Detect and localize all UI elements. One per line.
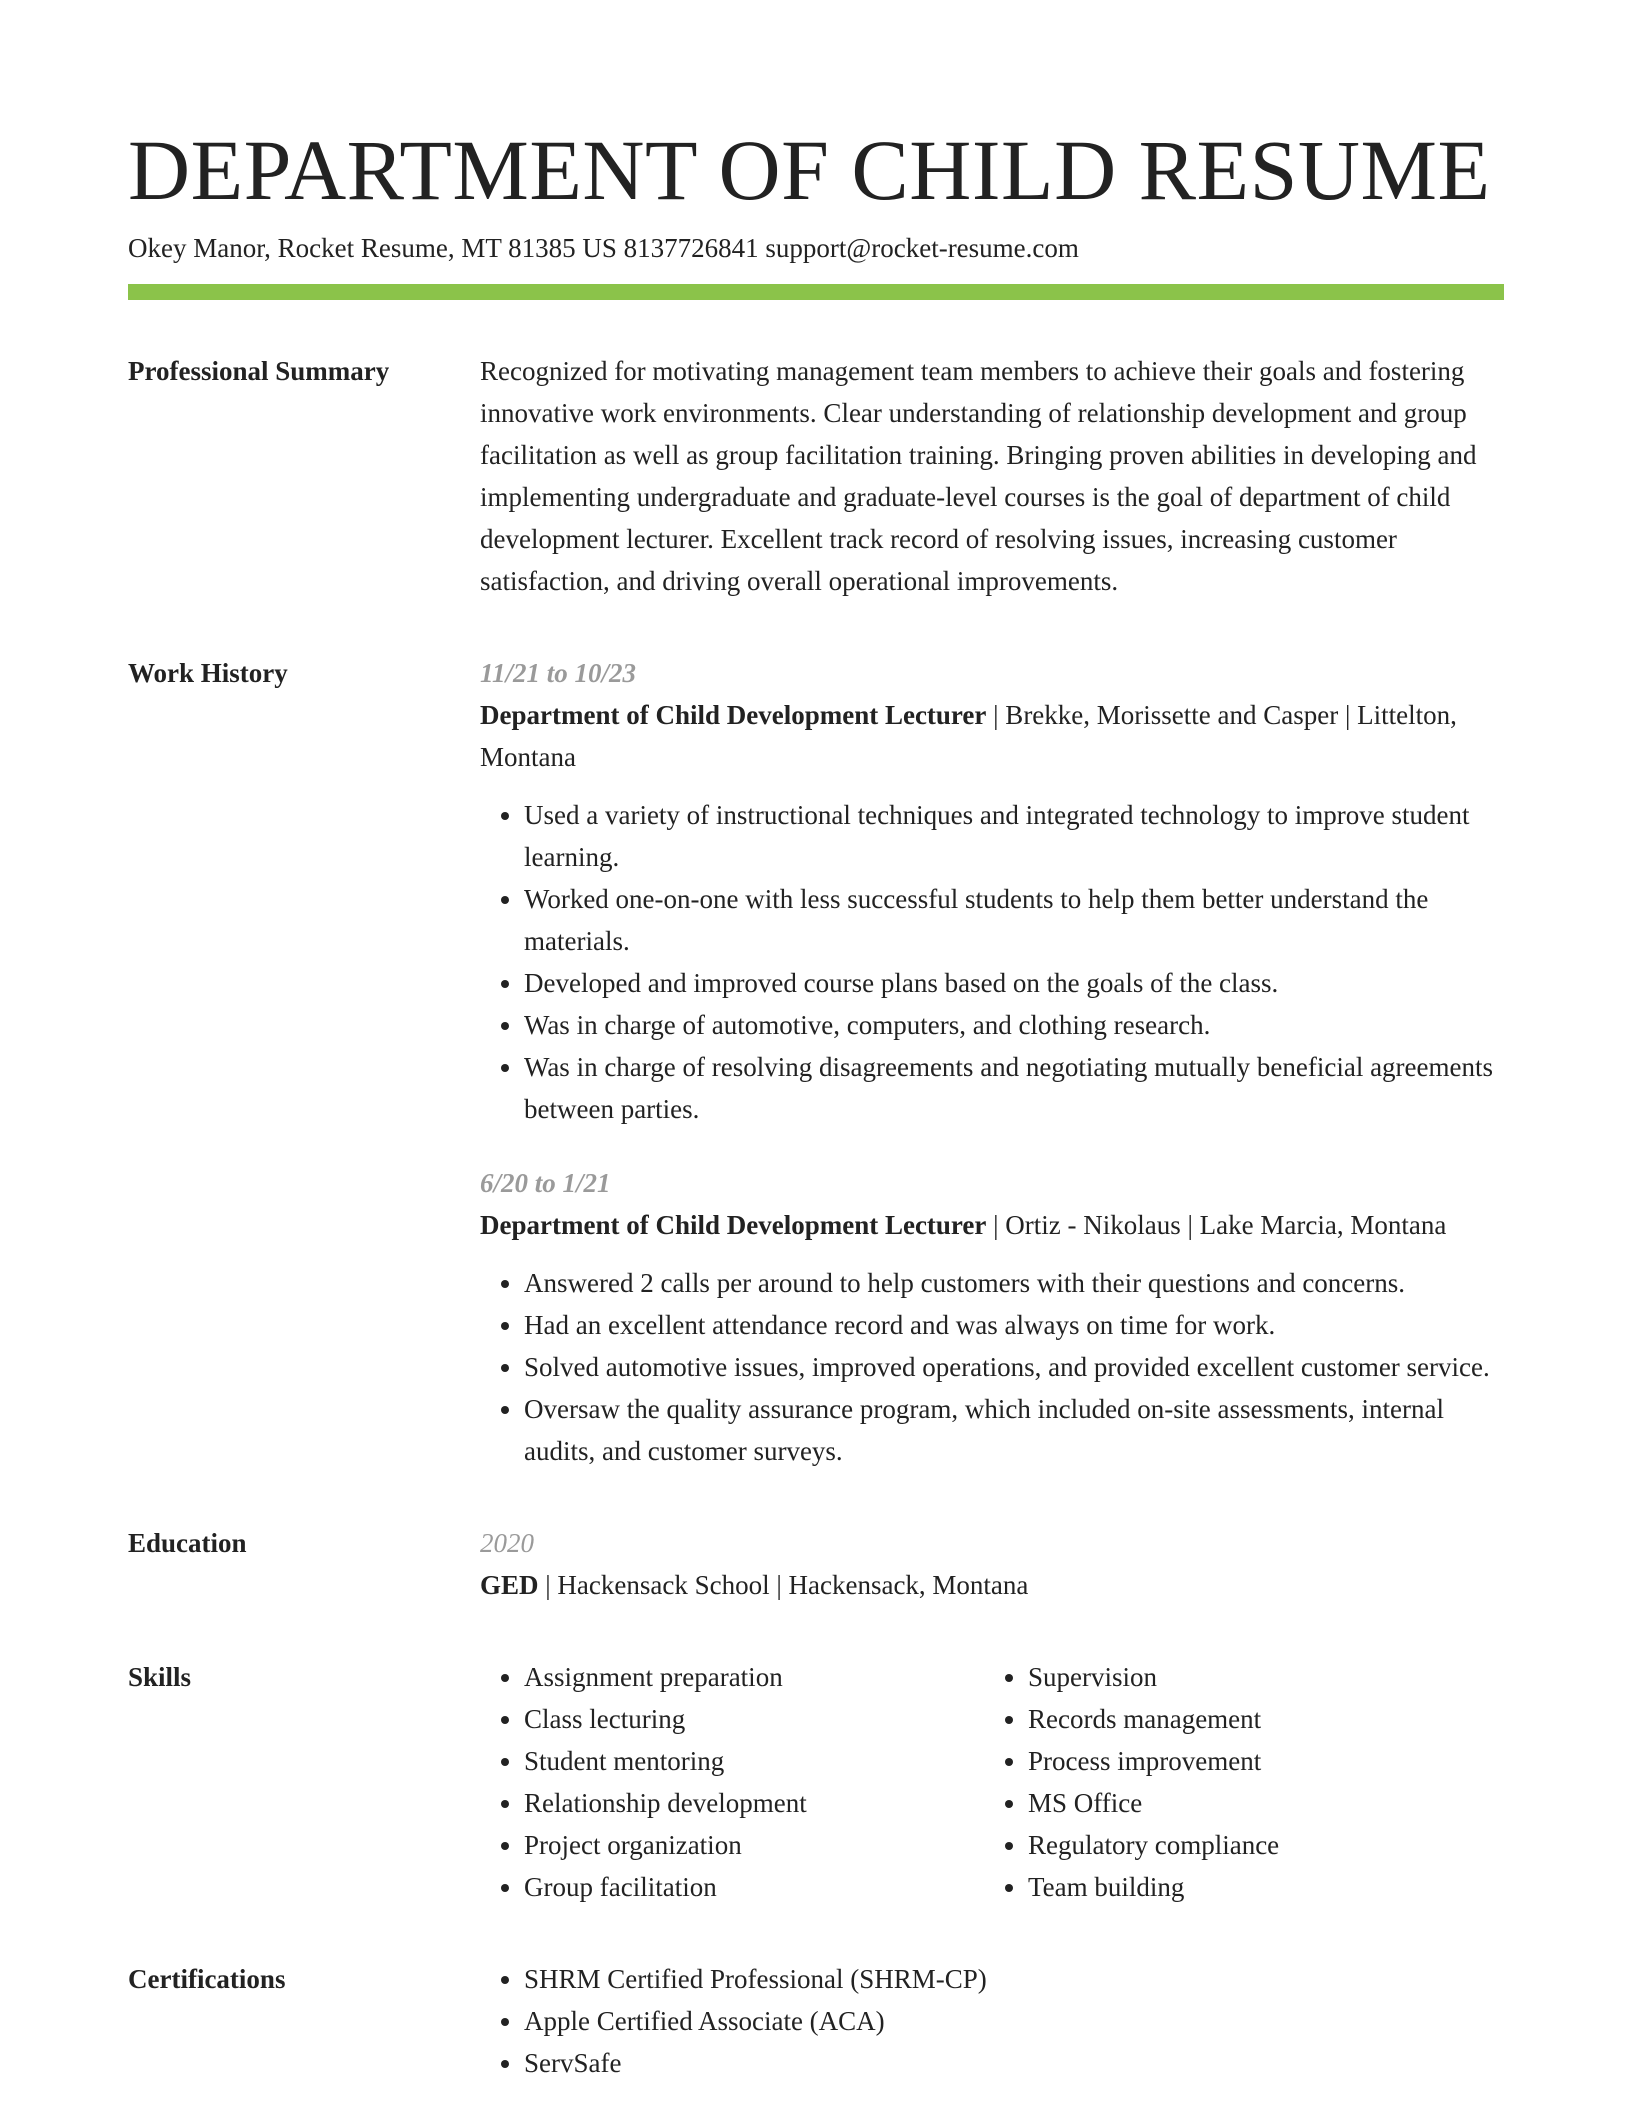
education-details: | Hackensack School | Hackensack, Montana <box>538 1570 1029 1600</box>
list-item: • Oversaw the quality assurance program, which included on-site assessments, internal audits, and customer surveys. <box>524 1388 1504 1472</box>
list-item: • Assignment preparation <box>524 1656 984 1698</box>
job-entry <box>480 652 1504 1130</box>
list-item: • Answered 2 calls per around to help customers with their questions and concerns. <box>524 1262 1504 1304</box>
job-bullets <box>480 1262 1504 1472</box>
list-item: • ServSafe <box>524 2042 1504 2084</box>
section-label-education: Education <box>128 1528 247 1558</box>
list-item: • Records management <box>1028 1698 1528 1740</box>
resume-name: DEPARTMENT OF CHILD RESUME <box>128 122 1491 218</box>
skills-body <box>480 1656 1528 1908</box>
section-label-work: Work History <box>128 658 288 688</box>
list-item: • Regulatory compliance <box>1028 1824 1528 1866</box>
list-item: • Apple Certified Associate (ACA) <box>524 2000 1504 2042</box>
certifications-section <box>128 1958 1504 2084</box>
job-dates: 11/21 to 10/23 <box>480 658 637 688</box>
summary-section <box>128 350 1504 602</box>
list-item: • Group facilitation <box>524 1866 984 1908</box>
list-item: • Solved automotive issues, improved operations, and provided excellent customer service. <box>524 1346 1504 1388</box>
job-dates: 6/20 to 1/21 <box>480 1168 611 1198</box>
list-item: • Developed and improved course plans based on the goals of the class. <box>524 962 1504 1004</box>
education-date: 2020 <box>480 1528 534 1558</box>
list-item: • Team building <box>1028 1866 1528 1908</box>
education-degree: GED <box>480 1570 539 1600</box>
job-role-line <box>480 694 1504 778</box>
list-item: • Class lecturing <box>524 1698 984 1740</box>
summary-body <box>480 350 1504 602</box>
job-entry <box>480 1162 1504 1472</box>
education-body <box>480 1522 1504 1606</box>
job-role-line <box>480 1204 1504 1246</box>
education-line <box>480 1564 1504 1606</box>
list-item: • Relationship development <box>524 1782 984 1824</box>
section-label-certifications: Certifications <box>128 1964 286 1994</box>
list-item: • Worked one-on-one with less successful students to help them better understand the materials. <box>524 878 1504 962</box>
list-item: • Student mentoring <box>524 1740 984 1782</box>
resume-page <box>128 0 1504 2084</box>
list-item: • SHRM Certified Professional (SHRM-CP) <box>524 1958 1504 2000</box>
certifications-body <box>480 1958 1504 2084</box>
list-item: • Was in charge of resolving disagreements and negotiating mutually beneficial agreements between parties. <box>524 1046 1504 1130</box>
skills-section <box>128 1656 1504 1908</box>
list-item: • Project organization <box>524 1824 984 1866</box>
work-history-section <box>128 652 1504 1472</box>
list-item: • Was in charge of automotive, computers, and clothing research. <box>524 1004 1504 1046</box>
job-bullets <box>480 794 1504 1130</box>
list-item: • Supervision <box>1028 1656 1528 1698</box>
list-item: • Used a variety of instructional techniques and integrated technology to improve student learning. <box>524 794 1504 878</box>
skills-grid <box>480 1656 1528 1908</box>
job-details: | Brekke, Morissette and Casper | Littelton, Montana <box>480 700 1457 772</box>
list-item: • MS Office <box>1028 1782 1528 1824</box>
accent-rule <box>128 284 1504 300</box>
contact-line: Okey Manor, Rocket Resume, MT 81385 US 8137726841 support@rocket-resume.com <box>128 233 1079 263</box>
education-section <box>128 1522 1504 1606</box>
skills-column-1 <box>480 1656 984 1908</box>
section-label-skills: Skills <box>128 1662 192 1692</box>
list-item: • Process improvement <box>1028 1740 1528 1782</box>
list-item: • Had an excellent attendance record and was always on time for work. <box>524 1304 1504 1346</box>
job-details: | Ortiz - Nikolaus | Lake Marcia, Montana <box>986 1210 1447 1240</box>
section-label-summary: Professional Summary <box>128 356 390 386</box>
summary-text: Recognized for motivating management team members to achieve their goals and fostering innovative work environments. Clear understanding of relationship development and group facilitation as well as group facilitation training. Bringing proven abilities in developing and implementing undergraduate and graduate-level courses is the goal of department of child development lecturer. Excellent track record of resolving issues, increasing customer satisfaction, and driving overall operational improvements. <box>480 356 1477 596</box>
work-history-body <box>480 652 1504 1472</box>
job-title: Department of Child Development Lecturer <box>480 1210 987 1240</box>
skills-column-2 <box>984 1656 1528 1908</box>
job-title: Department of Child Development Lecturer <box>480 700 987 730</box>
certifications-list <box>480 1958 1504 2084</box>
